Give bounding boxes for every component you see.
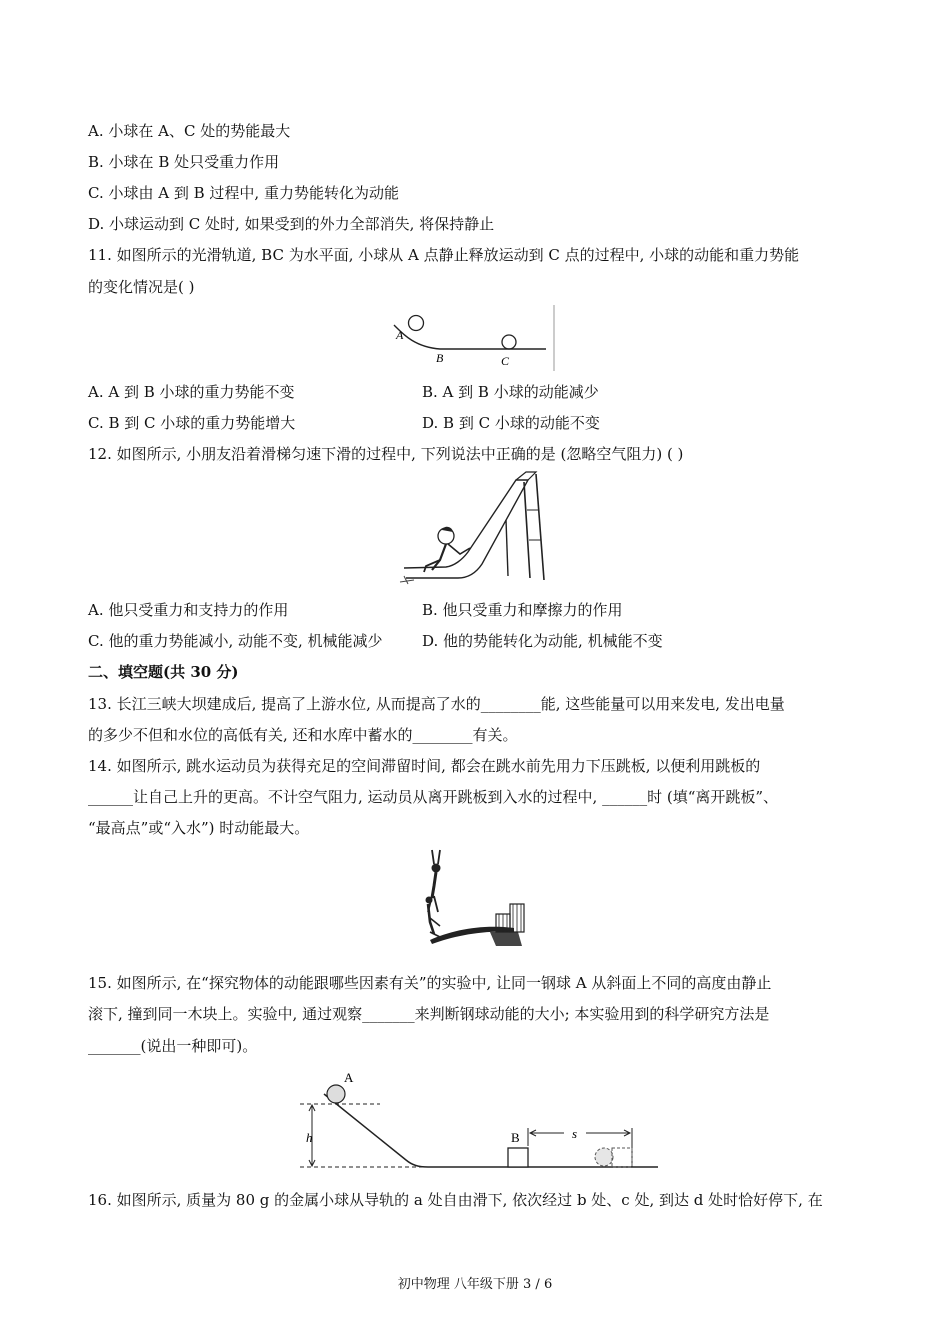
q14-line2: ______让自己上升的更高。不计空气阻力, 运动员从离开跳板到入水的过程中, ______时 (填“离开跳板”、	[88, 788, 779, 806]
distance-label: s	[572, 1126, 578, 1141]
ball-label: A	[344, 1070, 354, 1085]
section-title: 二、填空题(共 30 分)	[88, 663, 239, 681]
label-a: A	[396, 328, 404, 342]
child-body	[432, 544, 446, 570]
q11-option-b: B. A 到 B 小球的动能减少	[422, 383, 599, 401]
q10-option-a: A. 小球在 A、C 处的势能最大	[88, 122, 291, 140]
q11-option-a: A. A 到 B 小球的重力势能不变	[88, 383, 295, 401]
q11-track-figure	[388, 303, 558, 373]
q15-line3: _______(说出一种即可)。	[88, 1037, 258, 1055]
ball-at-a	[409, 316, 424, 331]
ladder-leg-back	[536, 474, 544, 580]
q16-line1: 16. 如图所示, 质量为 80 g 的金属小球从导轨的 a 处自由滑下, 依次经过 b 处、c 处, 到达 d 处时恰好停下, 在	[88, 1191, 823, 1209]
label-c: C	[501, 354, 510, 368]
q11-option-c: C. B 到 C 小球的重力势能增大	[88, 414, 296, 432]
q10-option-b: B. 小球在 B 处只受重力作用	[88, 153, 280, 171]
q12-option-a: A. 他只受重力和支持力的作用	[88, 601, 289, 619]
q12-stem: 12. 如图所示, 小朋友沿着滑梯匀速下滑的过程中, 下列说法中正确的是 (忽略空气阻力) ( )	[88, 445, 684, 463]
q11-option-d: D. B 到 C 小球的动能不变	[422, 414, 600, 432]
ground-mark	[400, 576, 414, 584]
track-curve	[394, 325, 546, 349]
moved-block-dashed	[612, 1148, 632, 1167]
q13-line2: 的多少不但和水位的高低有关, 还和水库中蓄水的________有关。	[88, 726, 518, 744]
label-b: B	[436, 351, 444, 365]
diver-lower-head	[426, 897, 433, 904]
q15-line1: 15. 如图所示, 在“探究物体的动能跟哪些因素有关”的实验中, 让同一钢球 A 从斜面上不同的高度由静止	[88, 974, 772, 992]
q12-option-c: C. 他的重力势能减小, 动能不变, 机械能减少	[88, 632, 383, 650]
steel-ball	[327, 1085, 345, 1103]
diver-upper-body	[432, 872, 436, 898]
q15-line2: 滚下, 撞到同一木块上。实验中, 通过观察_______来判断钢球动能的大小; 本实验用到的科学研究方法是	[88, 1005, 770, 1023]
q11-stem-line1: 11. 如图所示的光滑轨道, BC 为水平面, 小球从 A 点静止释放运动到 C 点的过程中, 小球的动能和重力势能	[88, 246, 800, 264]
slide-top	[516, 472, 536, 480]
diver-upper-head	[432, 864, 441, 873]
q11-stem-line2: 的变化情况是( )	[88, 278, 195, 296]
slide-support-leg	[506, 520, 508, 576]
q12-option-d: D. 他的势能转化为动能, 机械能不变	[422, 632, 663, 650]
block-label: B	[511, 1130, 520, 1145]
moved-ball-dashed	[595, 1148, 613, 1166]
ladder-leg-front	[524, 482, 530, 578]
slide-chute	[404, 480, 528, 578]
q14-diving-figure	[412, 846, 542, 950]
child-arm	[448, 544, 470, 554]
q15-ramp-figure	[294, 1064, 664, 1172]
height-label: h	[306, 1130, 313, 1145]
q14-line1: 14. 如图所示, 跳水运动员为获得充足的空间滞留时间, 都会在跳水前先用力下压跳板, 以便利用跳板的	[88, 757, 761, 775]
q10-option-c: C. 小球由 A 到 B 过程中, 重力势能转化为动能	[88, 184, 399, 202]
board-support	[490, 932, 522, 946]
q12-option-b: B. 他只受重力和摩擦力的作用	[422, 601, 623, 619]
q14-line3: “最高点”或“入水”) 时动能最大。	[88, 819, 310, 837]
q10-option-d: D. 小球运动到 C 处时, 如果受到的外力全部消失, 将保持静止	[88, 215, 495, 233]
diver-upper-arms	[432, 850, 440, 864]
page-footer: 初中物理 八年级下册 3 / 6	[397, 1277, 553, 1292]
wood-block	[508, 1148, 528, 1167]
ball-at-c	[502, 335, 516, 349]
child-leg	[424, 560, 440, 572]
q13-line1: 13. 长江三峡大坝建成后, 提高了上游水位, 从而提高了水的________能, 这些能量可以用来发电, 发出电量	[88, 695, 785, 713]
q12-slide-figure	[396, 470, 546, 586]
